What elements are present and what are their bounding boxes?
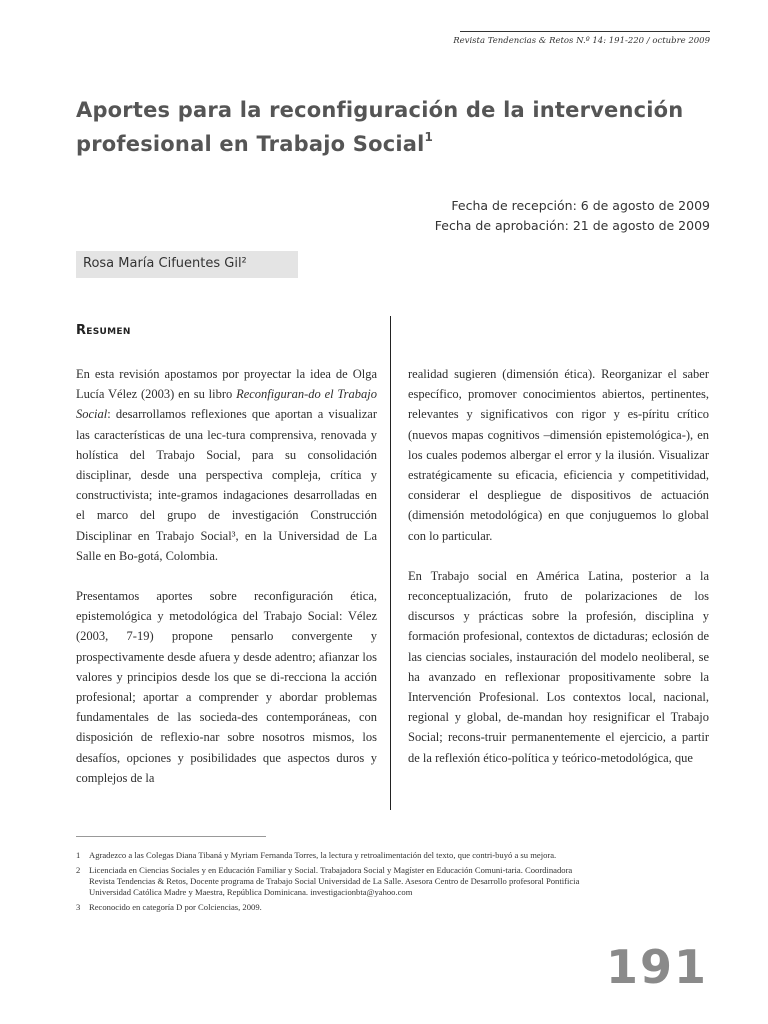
footnote-number: 2 bbox=[76, 865, 81, 875]
footnote-number: 1 bbox=[76, 850, 81, 860]
book-title: Reconfiguran-do el Trabajo Social bbox=[76, 387, 377, 422]
footnote bbox=[76, 865, 596, 898]
footnote-text: Licenciada en Ciencias Sociales y en Educación Familiar y Social. Trabajadora Social y Magíster en Educación Comuni-taria. Coordinadora Revista Tendencias & Retos, Docente programa de Trabajo Social Universidad de La Salle. Asesora Centro de Desarrollo profesoral Pontificia Universidad Católica Madre y Maestra, República Dominicana. investigacionbta@yahoo.com bbox=[89, 865, 580, 897]
footnotes bbox=[76, 850, 596, 917]
abstract-paragraph bbox=[76, 364, 377, 566]
abstract-text: : desarrollamos reflexiones que aportan a visualizar las características de una lec-tura comprensiva, renovada y holística del Trabajo Social, para su consolidación disciplinar, desde una perspectiva compleja, crítica y constructivista; inte-gramos indagaciones desarrolladas en el marco del grupo de investigación Construcción Disciplinar en Trabajo Social³, en la Universidad de La Salle en Bo-gotá, Colombia. bbox=[76, 407, 377, 563]
page-number: 191 bbox=[605, 940, 708, 994]
column-divider bbox=[390, 316, 391, 810]
footnote-text: Reconocido en categoría D por Colciencias, 2009. bbox=[89, 902, 262, 912]
abstract-left-column bbox=[76, 364, 377, 788]
header-rule bbox=[460, 31, 710, 32]
footnote bbox=[76, 902, 596, 913]
title-footnote-marker[interactable]: 1 bbox=[424, 130, 434, 144]
footnote-number: 3 bbox=[76, 902, 81, 912]
article-title bbox=[76, 96, 716, 159]
abstract-paragraph: En Trabajo social en América Latina, posterior a la reconceptualización, fruto de polarizaciones de los discursos y prácticas sobre la profesión, disciplina y formación profesional, contextos de dictaduras; eclosión de las ciencias sociales, instauración del modelo neoliberal, se ha avanzado en reflexionar propositivamente sobre la Intervención Profesional. Los contextos local, nacional, regional y global, de-mandan hoy resignificar el Trabajo Social; recons-truir permanentemente el ejercicio, a partir de la reflexión ético-política y teórico-metodológica, que bbox=[408, 568, 709, 765]
date-received: Fecha de recepción: 6 de agosto de 2009 bbox=[451, 198, 710, 213]
date-approved: Fecha de aprobación: 21 de agosto de 2009 bbox=[434, 218, 710, 233]
author-name: Rosa María Cifuentes Gil² bbox=[83, 256, 247, 271]
abstract-paragraph: realidad sugieren (dimensión ética). Reorganizar el saber específico, promover conocimientos abiertos, pertinentes, relevantes y significativos con rigor y es-píritu crítico (nuevos mapas cognitivos –dimensión epistemológica-), en los cuales podemos albergar el error y la ilusión. Visualizar estratégicamente su eficacia, eficiencia y competitividad, considerar el despliegue de dispositivos de actuación (dimensión metodológica) en que conjuguemos lo global con lo particular. bbox=[408, 367, 709, 543]
journal-header: Revista Tendencias & Retos N.º 14: 191-220 / octubre 2009 bbox=[453, 36, 710, 46]
section-heading: Resumen bbox=[76, 323, 131, 338]
footnote-rule bbox=[76, 836, 266, 837]
abstract-right-column bbox=[408, 364, 709, 768]
article-title-text: Aportes para la reconfiguración de la intervención profesional en Trabajo Social bbox=[76, 98, 684, 156]
footnote bbox=[76, 850, 596, 861]
footnote-text: Agradezco a las Colegas Diana Tibaná y Myriam Fernanda Torres, la lectura y retroalimentación del texto, que contri-buyó a su mejora. bbox=[89, 850, 557, 860]
abstract-text: En esta revisión apostamos por proyectar la idea de Olga Lucía Vélez (2003) en su libro bbox=[76, 367, 377, 402]
abstract-paragraph: Presentamos aportes sobre reconfiguración ética, epistemológica y metodológica del Trabajo Social: Vélez (2003, 7-19) propone pensarlo convergente y prospectivamente desde afuera y desde adentro; afianzar los valores y principios desde los que se di-recciona la acción profesional; aportar a comprender y abordar problemas fundamentales de las socieda-des contemporáneas, con disposición de reflexio-nar sobre nosotros mismos, los desafíos, opciones y posibilidades que aspectos duros y complejos de la bbox=[76, 589, 377, 785]
article-dates bbox=[435, 196, 710, 236]
